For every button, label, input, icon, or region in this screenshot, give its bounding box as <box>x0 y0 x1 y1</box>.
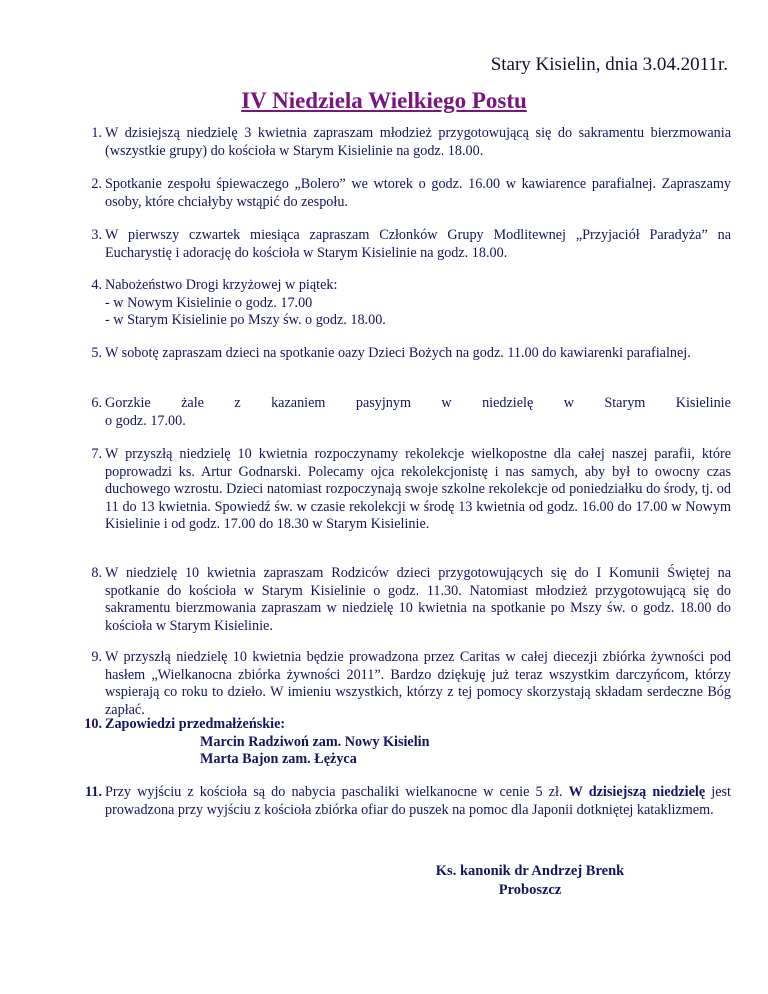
item-number: 9. <box>91 649 102 665</box>
item-line: - w Nowym Kisielinie o godz. 17.00 <box>105 294 313 311</box>
word: Kisielinie <box>675 395 731 411</box>
item-number: 1. <box>91 125 102 141</box>
word: w <box>441 395 452 411</box>
item-number: 6. <box>91 395 102 411</box>
signature-name: Ks. kanonik dr Andrzej Brenk <box>435 863 625 879</box>
item-text: W przyszłą niedzielę 10 kwietnia będzie prowadzona przez Caritas w całej diecezji zbiórka żywności pod hasłem „Wielkanocna zbiórka żywności 2011”. Bardzo dziękuję już teraz wszystkim darczyńcom, którzy wspierają co roku to dzieło. W imieniu wszystkich, którzy z tej pomocy skorzystają składam serdeczne Bóg zapłać. <box>105 649 731 718</box>
signature-block <box>410 862 650 900</box>
item-text-part: Przy wyjściu z kościoła są do nabycia paschaliki wielkanocne w cenie 5 zł. <box>105 784 563 800</box>
word: pasyjnym <box>355 395 412 411</box>
item-text: W pierwszy czwartek miesiąca zapraszam Członków Grupy Modlitewnej „Przyjaciół Paradyża” na Eucharystię i adorację do kościoła w Starym Kisielinie na godz. 18.00. <box>105 227 731 261</box>
item-text: W dzisiejszą niedzielę 3 kwietnia zapraszam młodzież przygotowującą się do sakramentu bierzmowania (wszystkie grupy) do kościoła w Starym Kisielinie na godz. 18.00. <box>105 125 731 159</box>
item-line-spread <box>105 395 731 413</box>
item-text: W sobotę zapraszam dzieci na spotkanie oazy Dzieci Bożych na godz. 11.00 do kawiarenki parafialnej. <box>105 345 691 361</box>
item-lines <box>105 277 731 330</box>
item-number: 10. <box>84 716 102 732</box>
item-number: 8. <box>91 565 102 581</box>
item-number: 11. <box>85 784 102 800</box>
item-number: 3. <box>91 227 102 243</box>
word: kazaniem <box>271 395 326 411</box>
item-text: W przyszłą niedzielę 10 kwietnia rozpoczynamy rekolekcje wielkopostne dla całej naszej parafii, które poprowadzi ks. Artur Godnarski. Polecamy ojca rekolekcjonistę i nas samych, aby był to owocny czas duchowego wzrostu. Dzieci natomiast rozpoczynają swoje szkolne rekolekcje od poniedziałku do środy, tj. od 11 do 13 kwietnia. Spowiedź św. w czasie rekolekcji w środę 13 kwietnia od godz. 16.00 do 17.00 w Nowym Kisielinie i od godz. 17.00 do 18.30 w Starym Kisielinie. <box>105 446 731 532</box>
item-number: 5. <box>91 345 102 361</box>
word: niedzielę <box>482 395 534 411</box>
word: Gorzkie <box>105 395 151 411</box>
page-title: IV Niedziela Wielkiego Postu <box>241 88 527 113</box>
item-text <box>105 784 731 819</box>
item-text-bold: W dzisiejszą niedzielę <box>568 784 706 800</box>
item-number: 4. <box>91 277 102 293</box>
item-lines <box>105 395 731 430</box>
word: żale <box>181 395 204 411</box>
banns-name: Marta Bajon zam. Łężyca <box>200 751 357 767</box>
word: z <box>234 395 241 411</box>
signature-role: Proboszcz <box>498 882 562 898</box>
item-line: - w Starym Kisielinie po Mszy św. o godz. 18.00. <box>105 312 386 328</box>
word: w <box>563 395 574 411</box>
item-line: Nabożeństwo Drogi krzyżowej w piątek: <box>105 277 338 293</box>
banns-heading: Zapowiedzi przedmałżeńskie: <box>105 716 286 732</box>
date-line: Stary Kisielin, dnia 3.04.2011r. <box>490 54 728 75</box>
item-text: W niedzielę 10 kwietnia zapraszam Rodziców dzieci przygotowujących się do I Komunii Świętej na spotkanie do kościoła w Starym Kisielinie o godz. 11.30. Natomiast młodzież przygotowującą się do sakramentu bierzmowania zapraszam w niedzielę 10 kwietnia na spotkanie po Mszy św. o godz. 18.00 do kościoła w Starym Kisielinie. <box>105 565 731 634</box>
item-number: 2. <box>91 176 102 192</box>
word: Starym <box>604 395 646 411</box>
item-lines <box>105 716 731 769</box>
item-number: 7. <box>91 446 102 462</box>
banns-name: Marcin Radziwoń zam. Nowy Kisielin <box>200 733 430 750</box>
item-text: Spotkanie zespołu śpiewaczego „Bolero” we wtorek o godz. 16.00 w kawiarence parafialnej. Zapraszamy osoby, które chciałyby wstąpić do zespołu. <box>105 176 731 210</box>
item-text-part: jest prowadzona przy wyjściu z kościoła zbiórka ofiar do puszek na pomoc dla Japonii dotkniętej kataklizmem. <box>105 784 731 818</box>
item-line: o godz. 17.00. <box>105 412 186 429</box>
